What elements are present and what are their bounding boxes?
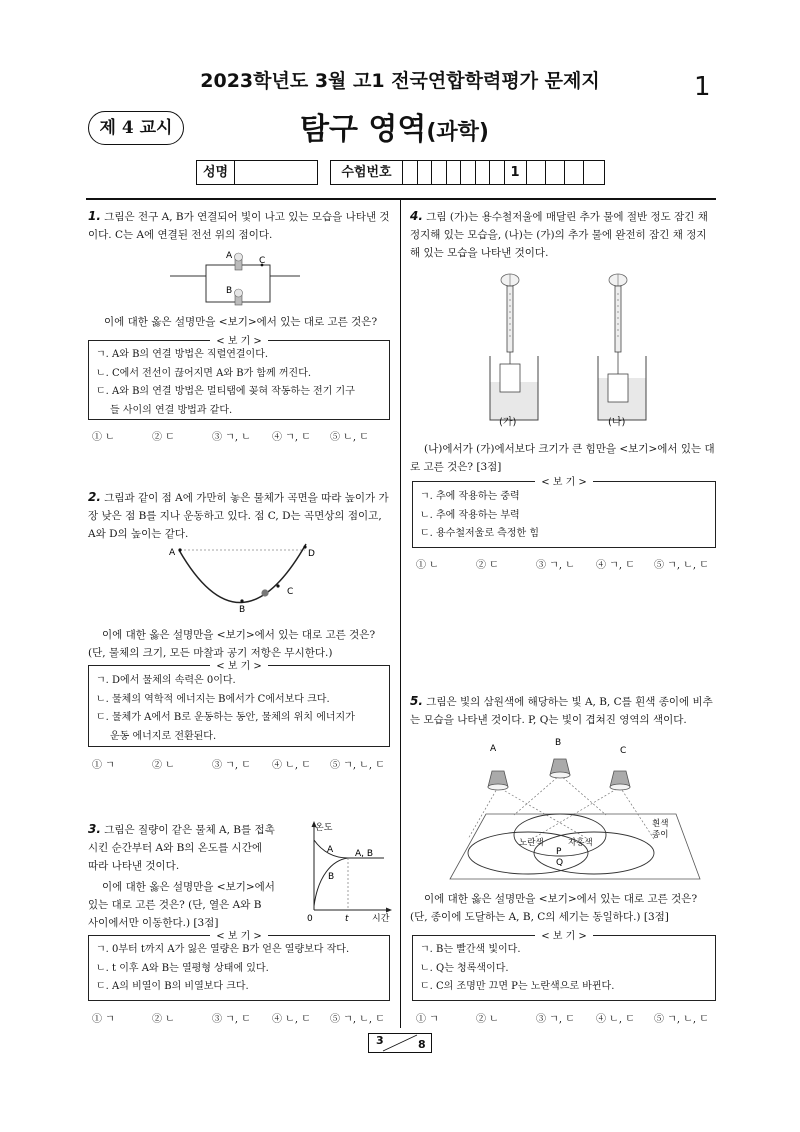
question-number: 1. bbox=[88, 209, 101, 223]
paper-label-1: 흰색 bbox=[652, 819, 669, 829]
exam-id-cell[interactable] bbox=[403, 161, 418, 184]
name-label: 성명 bbox=[197, 161, 235, 184]
bogi-item: ㄷ. A의 비열이 B의 비열보다 크다. bbox=[96, 981, 249, 992]
answer-choices bbox=[416, 556, 709, 571]
lamp-label-b: B bbox=[555, 738, 562, 748]
exam-id-cell[interactable] bbox=[584, 161, 605, 184]
bogi-title: < 보 기 > bbox=[535, 477, 593, 488]
question-text: 그림과 같이 점 A에 가만히 놓은 물체가 곡면을 따라 높이가 가장 낮은 점 B를 지나 운동하고 있다. 점 C, D는 곡면상의 점이고, A와 D의 높이는 같다. bbox=[88, 492, 389, 540]
subject-sub: (과학) bbox=[426, 120, 489, 145]
bogi-item: ㄴ. C에서 전선이 끊어지면 A와 B가 함께 꺼진다. bbox=[96, 367, 312, 379]
paper-label-2: 종이 bbox=[652, 830, 669, 840]
exam-id-digit: 1 bbox=[505, 161, 527, 184]
choice-1[interactable]: ① ㄴ bbox=[92, 432, 115, 443]
question-4 bbox=[410, 207, 716, 262]
bogi-item: 들 사이의 연결 방법과 같다. bbox=[110, 404, 233, 416]
choice-1[interactable]: ① ㄱ bbox=[416, 1014, 439, 1025]
question-2 bbox=[88, 488, 392, 543]
prompt-note: (단, 물체의 크기, 모든 마찰과 공기 저항은 무시한다.) bbox=[88, 647, 333, 659]
graph-origin: 0 bbox=[307, 914, 313, 924]
exam-title: 2023학년도 3월 고1 전국연합학력평가 문제지 bbox=[200, 70, 600, 92]
choice-2[interactable]: ② ㄴ bbox=[152, 1014, 175, 1025]
choice-4[interactable]: ④ ㄱ, ㄷ bbox=[596, 560, 635, 571]
choice-2[interactable]: ② ㄷ bbox=[152, 432, 175, 443]
page-indicator bbox=[368, 1033, 432, 1053]
choice-4[interactable]: ④ ㄴ, ㄷ bbox=[272, 1014, 311, 1025]
total-pages: 8 bbox=[418, 1038, 426, 1051]
label-b: B bbox=[226, 286, 233, 296]
figure-label-na: (나) bbox=[608, 417, 626, 428]
label-d: D bbox=[308, 549, 315, 559]
exam-id-cell[interactable] bbox=[432, 161, 447, 184]
prompt-line-3: 사이에서만 이동한다.) [3점] bbox=[88, 917, 219, 929]
figure-label-ga: (가) bbox=[499, 417, 517, 428]
question-prompt: 이에 대한 옳은 설명만을 <보기>에서 있는 대로 고른 것은? bbox=[104, 316, 378, 328]
bogi-item: ㄱ. 추에 작용하는 중력 bbox=[420, 491, 520, 502]
question-number: 3. bbox=[88, 822, 101, 836]
question-text: 그림은 전구 A, B가 연결되어 빛이 나고 있는 모습을 나타낸 것이다. C는 A에 연결된 전선 위의 점이다. bbox=[88, 211, 390, 241]
question-prompt bbox=[410, 890, 718, 926]
question-line-2: 시킨 순간부터 A와 B의 온도를 시간에 bbox=[88, 842, 262, 854]
graph-label-ab: A, B bbox=[355, 849, 374, 859]
bogi-item: ㄷ. A와 B의 연결 방법은 멀티탭에 꽂혀 작동하는 전기 기구 bbox=[96, 386, 355, 397]
period-badge bbox=[88, 111, 184, 145]
choice-1[interactable]: ① ㄱ bbox=[92, 760, 115, 771]
question-line-1: 3. 그림은 질량이 같은 물체 A, B를 접촉 bbox=[88, 822, 275, 836]
choice-5[interactable]: ⑤ ㄱ, ㄴ, ㄷ bbox=[654, 1014, 709, 1025]
curved-track-figure bbox=[165, 540, 325, 618]
choice-3[interactable]: ③ ㄱ, ㄴ bbox=[536, 560, 575, 571]
answer-choices bbox=[416, 1010, 709, 1025]
spring-scale-figure bbox=[480, 268, 660, 430]
bogi-item: ㄴ. 추에 작용하는 부력 bbox=[420, 509, 520, 521]
label-c: C bbox=[259, 256, 266, 266]
answer-choices bbox=[92, 1010, 385, 1025]
current-page: 3 bbox=[376, 1034, 384, 1047]
bogi-item: ㄱ. D에서 물체의 속력은 0이다. bbox=[96, 675, 236, 686]
exam-id-cell[interactable] bbox=[476, 161, 491, 184]
label-a: A bbox=[226, 251, 233, 261]
column-divider bbox=[400, 200, 401, 1028]
choice-5[interactable]: ⑤ ㄴ, ㄷ bbox=[330, 432, 369, 443]
question-3 bbox=[88, 820, 318, 875]
exam-id-cell[interactable] bbox=[490, 161, 505, 184]
bogi-item: ㄷ. C의 조명만 끄면 P는 노란색으로 바뀐다. bbox=[420, 981, 615, 992]
choice-3[interactable]: ③ ㄱ, ㄴ bbox=[212, 432, 251, 443]
label-b: B bbox=[239, 605, 246, 615]
region-label-magenta: 자홍색 bbox=[568, 838, 593, 848]
region-label-p: P bbox=[556, 847, 562, 857]
bogi-item: ㄴ. 물체의 역학적 에너지는 B에서가 C에서보다 크다. bbox=[96, 693, 330, 705]
bogi-item: ㄱ. B는 빨간색 빛이다. bbox=[420, 944, 521, 955]
choice-1[interactable]: ① ㄱ bbox=[92, 1014, 115, 1025]
choice-2[interactable]: ② ㄴ bbox=[476, 1014, 499, 1025]
prompt-note: (단, 종이에 도달하는 A, B, C의 세기는 동일하다.) [3점] bbox=[410, 911, 669, 923]
choice-4[interactable]: ④ ㄴ, ㄷ bbox=[596, 1014, 635, 1025]
prompt-line-1: 이에 대한 옳은 설명만을 <보기>에서 bbox=[102, 881, 275, 893]
question-number: 5. bbox=[410, 694, 423, 708]
question-number: 4. bbox=[410, 209, 423, 223]
graph-t-label: t bbox=[345, 914, 349, 924]
answer-choices bbox=[92, 756, 385, 771]
choice-3[interactable]: ③ ㄱ, ㄷ bbox=[212, 1014, 251, 1025]
bogi-item: ㄴ. t 이후 A와 B는 열평형 상태에 있다. bbox=[96, 962, 269, 974]
choice-1[interactable]: ① ㄴ bbox=[416, 560, 439, 571]
question-number: 2. bbox=[88, 490, 101, 504]
question-line-3: 따라 나타낸 것이다. bbox=[88, 860, 180, 872]
bogi-title: < 보 기 > bbox=[210, 931, 268, 942]
label-a: A bbox=[169, 548, 176, 558]
exam-id-table bbox=[330, 160, 605, 185]
question-text: 그림은 빛의 삼원색에 해당하는 빛 A, B, C를 흰색 종이에 비추는 모습을 나타낸 것이다. P, Q는 빛이 겹쳐진 영역의 색이다. bbox=[410, 696, 713, 726]
choice-4[interactable]: ④ ㄱ, ㄷ bbox=[272, 432, 311, 443]
question-5 bbox=[410, 692, 716, 729]
lamp-label-c: C bbox=[620, 746, 627, 756]
header-rule bbox=[86, 198, 716, 200]
region-label-yellow: 노란색 bbox=[519, 838, 544, 848]
question-prompt: (나)에서가 (가)에서보다 크기가 큰 힘만을 <보기>에서 있는 대로 고른 것은? [3점] bbox=[410, 443, 715, 473]
bogi-box bbox=[88, 336, 390, 420]
name-table bbox=[196, 160, 318, 185]
exam-id-cell[interactable] bbox=[461, 161, 476, 184]
prompt-line: 이에 대한 옳은 설명만을 <보기>에서 있는 대로 고른 것은? bbox=[102, 629, 376, 641]
prompt-line: 이에 대한 옳은 설명만을 <보기>에서 있는 대로 고른 것은? bbox=[424, 893, 698, 905]
choice-3[interactable]: ③ ㄱ, ㄷ bbox=[536, 1014, 575, 1025]
exam-id-cell[interactable] bbox=[447, 161, 462, 184]
bogi-item: ㄱ. 0부터 t까지 A가 잃은 열량은 B가 얻은 열량보다 작다. bbox=[96, 944, 350, 955]
exam-id-cell[interactable] bbox=[527, 161, 546, 184]
page-number: 1 bbox=[694, 72, 711, 102]
lamp-label-a: A bbox=[490, 744, 497, 754]
bogi-title: < 보 기 > bbox=[210, 661, 268, 672]
choice-2[interactable]: ② ㄷ bbox=[476, 560, 499, 571]
choice-4[interactable]: ④ ㄴ, ㄷ bbox=[272, 760, 311, 771]
circuit-figure bbox=[170, 248, 310, 308]
bogi-item: ㄷ. 용수철저울로 측정한 힘 bbox=[420, 528, 539, 539]
bogi-title: < 보 기 > bbox=[535, 931, 593, 942]
exam-id-cell[interactable] bbox=[418, 161, 433, 184]
bogi-box bbox=[412, 931, 716, 1001]
label-c: C bbox=[287, 587, 294, 597]
choice-5[interactable]: ⑤ ㄱ, ㄴ, ㄷ bbox=[654, 560, 709, 571]
bogi-box bbox=[88, 931, 390, 1001]
graph-label-b: B bbox=[328, 872, 335, 882]
choice-5[interactable]: ⑤ ㄱ, ㄴ, ㄷ bbox=[330, 760, 385, 771]
subject-title bbox=[300, 104, 489, 148]
choice-2[interactable]: ② ㄴ bbox=[152, 760, 175, 771]
choice-3[interactable]: ③ ㄱ, ㄷ bbox=[212, 760, 251, 771]
temperature-time-graph bbox=[296, 818, 396, 926]
graph-label-a: A bbox=[327, 845, 334, 855]
exam-id-cell[interactable] bbox=[546, 161, 565, 184]
bogi-title: < 보 기 > bbox=[210, 336, 268, 347]
question-prompt bbox=[88, 878, 318, 932]
name-field[interactable] bbox=[235, 161, 317, 184]
light-mixing-figure bbox=[448, 735, 703, 883]
bogi-box bbox=[412, 477, 716, 548]
region-label-q: Q bbox=[556, 858, 564, 868]
exam-id-cell[interactable] bbox=[565, 161, 584, 184]
period-label: 제 4 교시 bbox=[99, 118, 173, 138]
subject-main: 탐구 영역 bbox=[300, 112, 427, 147]
question-1 bbox=[88, 207, 392, 244]
graph-ylabel: 온도 bbox=[315, 823, 333, 833]
exam-id-label: 수험번호 bbox=[331, 161, 403, 184]
prompt-line-2: 있는 대로 고른 것은? (단, 열은 A와 B bbox=[88, 899, 262, 911]
question-text: 그림 (가)는 용수철저울에 매달린 추가 물에 절반 정도 잠긴 채 정지해 있는 모습을, (나)는 (가)의 추가 물에 완전히 잠긴 채 정지해 있는 모습을 나타낸 것이다. bbox=[410, 211, 708, 259]
bogi-box bbox=[88, 661, 390, 747]
choice-5[interactable]: ⑤ ㄱ, ㄴ, ㄷ bbox=[330, 1014, 385, 1025]
graph-xlabel: 시간 bbox=[372, 914, 390, 924]
answer-choices bbox=[92, 428, 369, 443]
bogi-item: ㄷ. 물체가 A에서 B로 운동하는 동안, 물체의 위치 에너지가 bbox=[96, 712, 355, 723]
bogi-item: 운동 에너지로 전환된다. bbox=[110, 730, 217, 742]
bogi-item: ㄱ. A와 B의 연결 방법은 직렬연결이다. bbox=[96, 349, 269, 360]
bogi-item: ㄴ. Q는 청록색이다. bbox=[420, 962, 509, 974]
